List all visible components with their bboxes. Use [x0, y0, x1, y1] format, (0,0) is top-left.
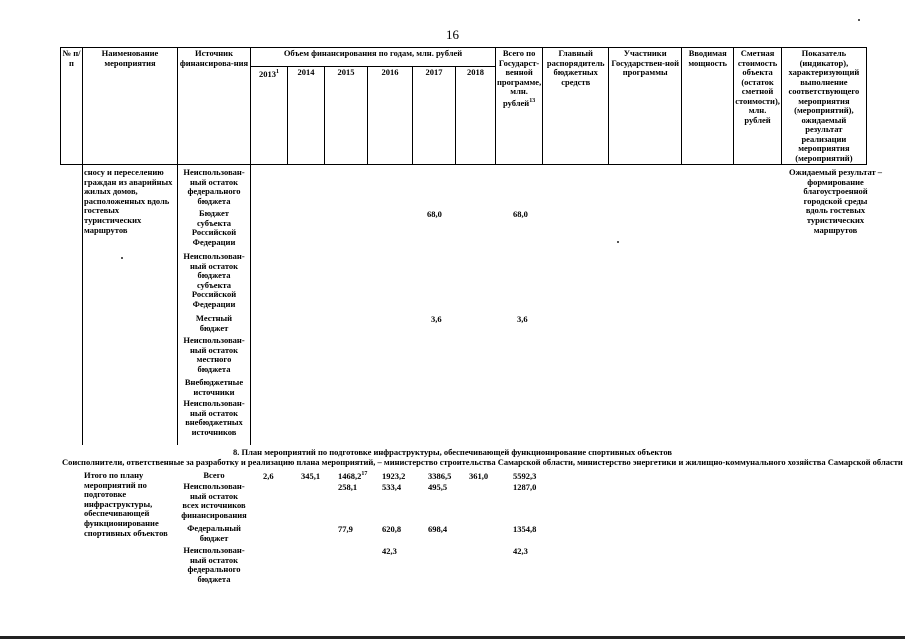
result-line: городской среды [803, 195, 868, 206]
value-cell: 42,3 [513, 546, 528, 556]
source-line: бюджета [197, 573, 231, 584]
source-line: Неиспользован- [183, 545, 245, 555]
value-cell: 5592,3 [513, 471, 537, 481]
local-budget-total: 3,6 [517, 314, 528, 324]
column-divider [177, 163, 178, 445]
section-8-responsible: Соисполнители, ответственные за разработку и реализацию плана мероприятий, – министерство строительства Самарской области, министерство энергетики и жилищно-коммунального хозяйства Самарской области [62, 457, 903, 467]
name-line: функционирование [84, 517, 159, 528]
source-line: Всего [203, 470, 225, 480]
result-line: маршрутов [813, 224, 858, 235]
source-line: Российской [191, 227, 237, 238]
source-line: субъекта [197, 279, 231, 290]
source-line: ный остаток [189, 176, 239, 187]
source-line: субъекта [197, 217, 231, 228]
source-line: бюджета [197, 363, 231, 374]
page-bottom-border [0, 636, 905, 639]
page-number: 16 [446, 27, 459, 42]
subject-budget-2017: 68,0 [427, 209, 442, 219]
funding-source [179, 546, 249, 584]
value-cell: 698,4 [428, 524, 448, 534]
value-cell: 77,9 [338, 524, 353, 534]
source-line: Внебюджетные [184, 377, 244, 387]
value-cell: 620,8 [382, 524, 402, 534]
source-line: ный остаток [189, 554, 239, 565]
funding-source [179, 378, 249, 397]
source-line: источники [193, 386, 235, 397]
year-2017-header: 2017 [413, 67, 456, 165]
source-line: Неиспользован- [183, 251, 245, 261]
funding-source [179, 399, 249, 437]
col-num-header: № п/п [61, 48, 83, 165]
funding-source [179, 524, 249, 543]
funding-source [179, 168, 249, 206]
source-line: бюджета [197, 195, 231, 206]
value-cell: 533,4 [382, 482, 402, 492]
name-line: мероприятий по [84, 479, 147, 490]
col-name-header: Наименование мероприятия [83, 48, 178, 165]
subject-budget-total: 68,0 [513, 209, 528, 219]
table-header [60, 47, 867, 165]
source-line: внебюджетных [185, 417, 243, 428]
local-budget-2017: 3,6 [431, 314, 442, 324]
funding-source [179, 209, 249, 247]
scan-speck [858, 19, 860, 21]
year-2013-header: 2013$^1$ [251, 67, 288, 165]
name-line: расположенных вдоль [84, 195, 170, 206]
name-line: инфраструктуры, [84, 498, 153, 509]
column-divider [82, 163, 83, 445]
name-line: туристических [84, 214, 142, 225]
source-line: Бюджет [199, 208, 229, 218]
funding-source [179, 471, 249, 481]
value-cell: 3386,5 [428, 471, 452, 481]
source-line: Федерации [192, 298, 236, 309]
section-8-title: 8. План мероприятий по подготовке инфраструктуры, обеспечивающей функционирование спортивных объектов [233, 447, 672, 457]
source-line: финансирования [181, 509, 247, 520]
source-line: ный остаток [189, 407, 239, 418]
source-line: всех источников [182, 500, 246, 511]
result-line: формирование [807, 176, 864, 187]
value-cell: 2,6 [263, 471, 274, 481]
value-cell: 1468,2$^{17}$ [338, 471, 368, 481]
year-2016-header: 2016 [368, 67, 413, 165]
scan-speck [121, 257, 123, 259]
value-cell: 495,5 [428, 482, 448, 492]
result-line: вдоль гостевых [805, 205, 866, 216]
col-indicator-header: Показатель (индикатор), характеризующий выполнение соответствующего мероприятия (мероприятий), ожидаемый результат реализации мероприятия (мероприятий) [781, 48, 866, 165]
source-line: ный остаток [189, 344, 239, 355]
col-estimated-cost-header: Сметная стоимость объекта (остаток сметной стоимости), млн. рублей [734, 48, 782, 165]
name-line: гостевых [84, 205, 120, 216]
source-line: ный остаток [189, 260, 239, 271]
result-line: благоустроенной [803, 186, 868, 197]
source-line: бюджет [199, 322, 229, 333]
source-line: Неиспользован- [183, 481, 245, 491]
section-8-name [84, 471, 168, 538]
funding-source [179, 336, 249, 374]
year-2015-header: 2015 [325, 67, 368, 165]
name-line: подготовке [84, 489, 127, 500]
value-cell: 361,0 [469, 471, 489, 481]
scan-speck [617, 241, 619, 243]
result-line: Ожидаемый результат – [788, 167, 883, 177]
source-line: Неиспользован- [183, 335, 245, 345]
source-line: Неиспользован- [183, 167, 245, 177]
name-line: сносу и переселению [84, 167, 164, 177]
source-line: Местный [195, 313, 233, 323]
value-cell: 258,1 [338, 482, 358, 492]
col-participants-header: Участники Государствен-ной программы [609, 48, 682, 165]
name-line: обеспечивающей [84, 508, 150, 519]
name-line: жилых домов, [84, 186, 138, 197]
funding-source [179, 314, 249, 333]
value-cell: 42,3 [382, 546, 397, 556]
source-line: ный остаток [189, 490, 239, 501]
source-line: Неиспользован- [183, 398, 245, 408]
source-line: Федерации [192, 236, 236, 247]
funding-source [179, 482, 249, 520]
col-total-header: Всего по Государст-венной программе, млн. рублей$^{13}$ [496, 48, 543, 165]
source-line: местного [196, 354, 232, 365]
value-cell: 1287,0 [513, 482, 537, 492]
col-capacity-header: Вводимая мощность [682, 48, 734, 165]
value-cell: 345,1 [301, 471, 321, 481]
col-source-header: Источник финансирова-ния [178, 48, 251, 165]
source-line: бюджет [199, 532, 229, 543]
column-divider [250, 163, 251, 445]
source-line: федерального [187, 186, 241, 197]
measure-name [84, 168, 172, 235]
col-funding-header: Объем финансирования по годам, млн. рублей [251, 48, 496, 67]
value-cell: 1354,8 [513, 524, 537, 534]
source-line: Российской [191, 289, 237, 300]
expected-result [788, 168, 883, 235]
name-line: граждан из аварийных [84, 176, 173, 187]
source-line: федерального [187, 564, 241, 575]
name-line: Итого по плану [84, 470, 144, 480]
name-line: маршрутов [84, 224, 128, 235]
result-line: туристических [806, 214, 865, 225]
source-line: источников [191, 426, 237, 437]
year-2014-header: 2014 [288, 67, 325, 165]
year-2018-header: 2018 [456, 67, 496, 165]
name-line: спортивных объектов [84, 527, 168, 538]
funding-source [179, 252, 249, 310]
source-line: бюджета [197, 270, 231, 281]
value-cell: 1923,2 [382, 471, 406, 481]
col-main-manager-header: Главный распорядитель бюджетных средств [543, 48, 609, 165]
source-line: Федеральный [187, 523, 241, 533]
